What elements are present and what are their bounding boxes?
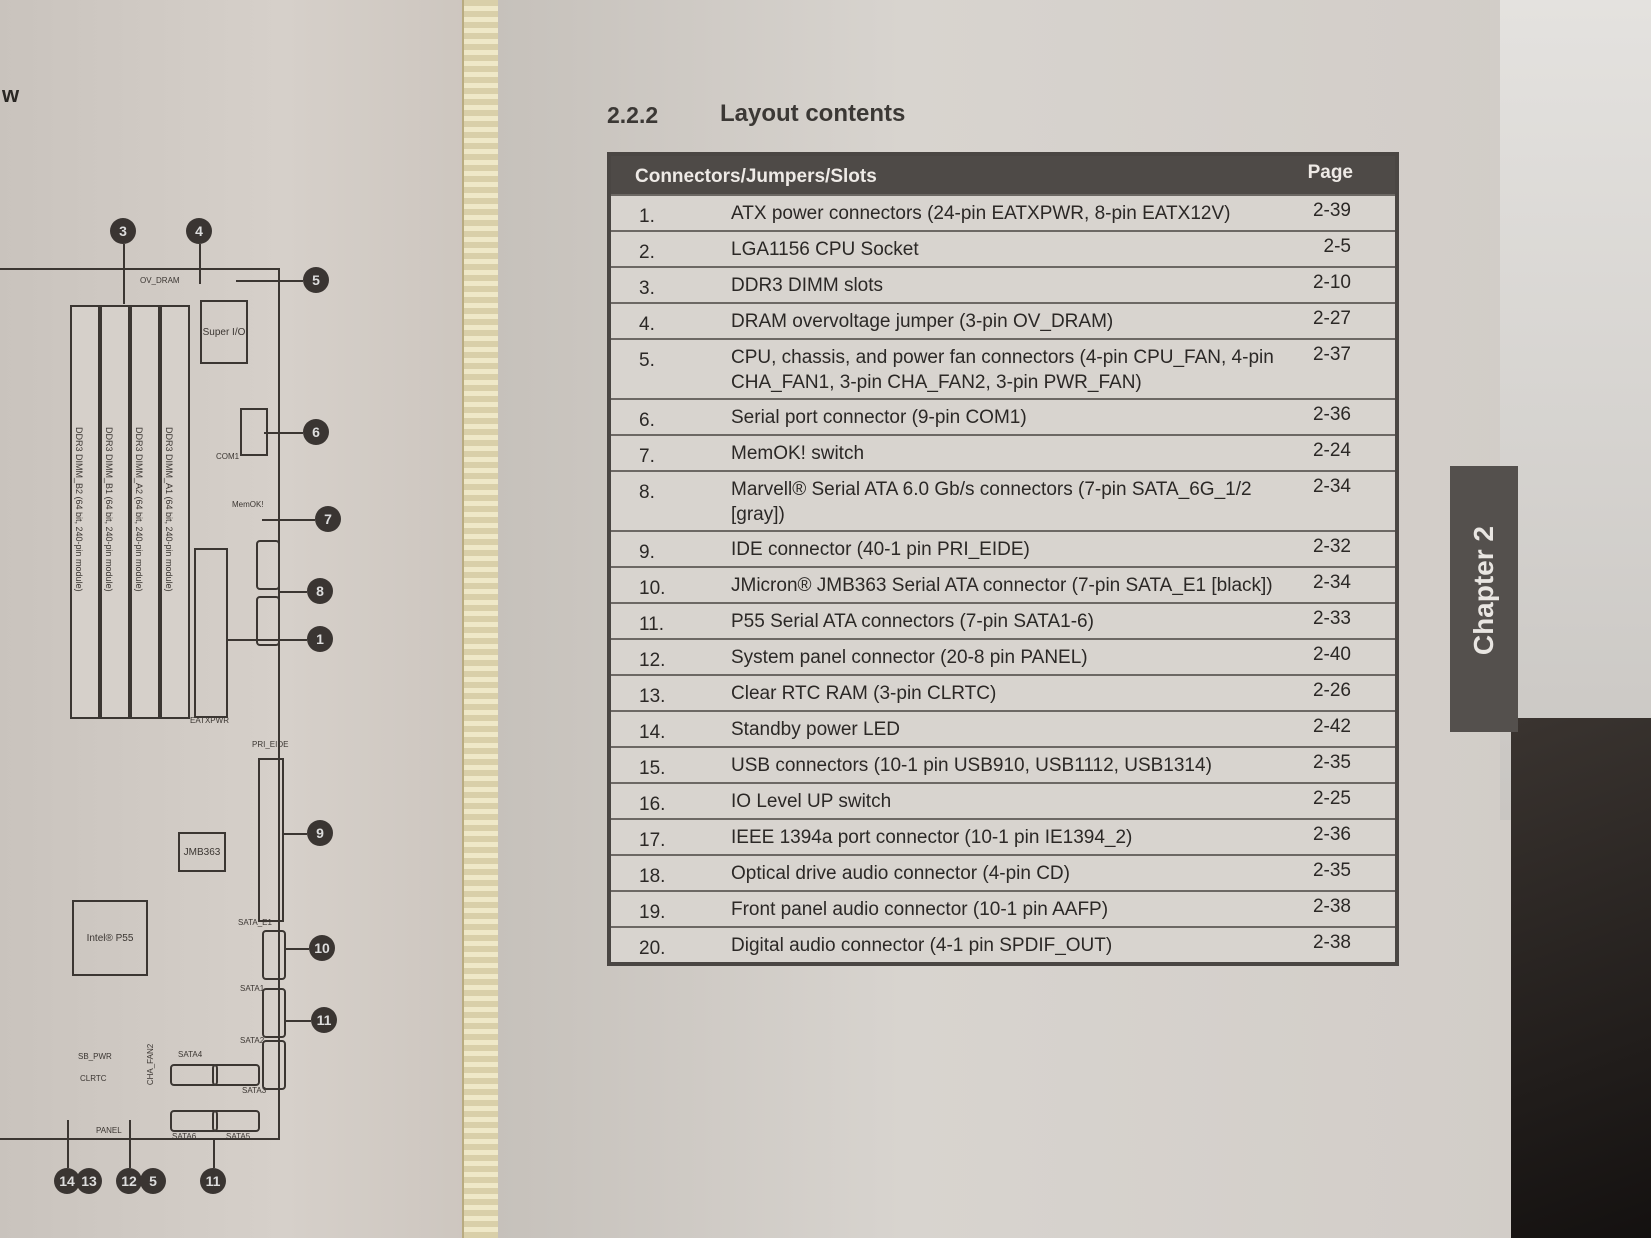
row-description: DRAM overvoltage jumper (3-pin OV_DRAM)	[731, 311, 1114, 332]
table-row	[611, 674, 1395, 710]
callout-marker: 4	[186, 218, 212, 244]
row-number: 12.	[639, 650, 666, 671]
table-row	[611, 434, 1395, 470]
table-row	[611, 746, 1395, 782]
table-row	[611, 266, 1395, 302]
table-row	[611, 602, 1395, 638]
header-item: Connectors/Jumpers/Slots	[635, 166, 877, 187]
callout-marker: 7	[315, 506, 341, 532]
dimm-slot: DDR3 DIMM_A2 (64 bit, 240-pin module)	[130, 305, 160, 719]
row-number: 17.	[639, 830, 666, 851]
row-description: Standby power LED	[731, 719, 900, 740]
row-description: USB connectors (10-1 pin USB910, USB1112, USB1314)	[731, 755, 1212, 776]
row-page: 2-34	[1312, 572, 1351, 593]
row-description: Front panel audio connector (10-1 pin AAFP)	[731, 899, 1109, 920]
row-description: IO Level UP switch	[731, 791, 892, 812]
table-row	[611, 338, 1395, 398]
row-page: 2-38	[1312, 932, 1351, 953]
row-description: Marvell® Serial ATA 6.0 Gb/s connectors (7-pin SATA_6G_1/2 [gray])	[731, 479, 1252, 525]
table-row	[611, 710, 1395, 746]
callout-marker: 14	[54, 1168, 80, 1194]
chapter-tab: Chapter 2	[1450, 466, 1518, 732]
callout-marker: 11	[311, 1007, 337, 1033]
row-page: 2-39	[1312, 200, 1351, 221]
row-description: MemOK! switch	[731, 443, 865, 464]
row-description: System panel connector (20-8 pin PANEL)	[731, 647, 1088, 668]
sata4-port	[170, 1064, 218, 1086]
table-row	[611, 638, 1395, 674]
row-number: 11.	[639, 614, 665, 635]
dark-background	[1511, 718, 1651, 1238]
row-page: 2-5	[1323, 236, 1351, 257]
intel-p55-chip: Intel® P55	[72, 900, 148, 976]
table-row	[611, 530, 1395, 566]
sata3-port	[212, 1064, 260, 1086]
row-description: Digital audio connector (4-1 pin SPDIF_OUT)	[731, 935, 1113, 956]
table-row	[611, 302, 1395, 338]
row-description: Clear RTC RAM (3-pin CLRTC)	[731, 683, 997, 704]
row-description: Optical drive audio connector (4-pin CD)	[731, 863, 1070, 884]
row-number: 2.	[639, 242, 655, 263]
row-page: 2-37	[1312, 344, 1351, 365]
callout-marker: 3	[110, 218, 136, 244]
sata5-port	[212, 1110, 260, 1132]
table-row	[611, 398, 1395, 434]
callout-marker: 5	[140, 1168, 166, 1194]
row-description: Serial port connector (9-pin COM1)	[731, 407, 1027, 428]
layout-contents-table	[607, 152, 1399, 966]
sata2-port	[262, 1040, 286, 1090]
sata-6g-port	[256, 540, 280, 590]
left-page: w DDR3 DIMM_B2 (64 bit, 240-pin module) DDR3 DIMM_B1 (64 bit, 240-pin module) DDR3 DIMM_A2 (64 bit, 240-pin module) DDR3 DIMM_A1 (64 bit, 240-pin module) Super I/O COM1 OV_DRAM EATXPWR MemOK! PRI_EIDE JMB363 Intel® P55 SATA_E1 SATA1 SATA2 SATA3 SATA4 SATA5 SATA6 SB_PWR CLRTC PANEL CHA_FAN2 3 4 5 6 7 8 1 9 10 11 14 13 12 5 11	[0, 0, 470, 1238]
row-description: IEEE 1394a port connector (10-1 pin IE1394_2)	[731, 827, 1133, 848]
callout-marker: 9	[307, 820, 333, 846]
table-row	[611, 470, 1395, 530]
super-io-chip: Super I/O	[200, 300, 248, 364]
row-description: ATX power connectors (24-pin EATXPWR, 8-pin EATX12V)	[731, 203, 1231, 224]
row-description: IDE connector (40-1 pin PRI_EIDE)	[731, 539, 1030, 560]
row-page: 2-26	[1312, 680, 1351, 701]
row-page: 2-38	[1312, 896, 1351, 917]
table-row	[611, 782, 1395, 818]
callout-marker: 8	[307, 578, 333, 604]
row-number: 4.	[639, 314, 655, 335]
section-number: 2.2.2	[607, 102, 659, 128]
row-number: 20.	[639, 938, 666, 959]
row-page: 2-34	[1312, 476, 1351, 497]
dimm-slot: DDR3 DIMM_B1 (64 bit, 240-pin module)	[100, 305, 130, 719]
row-page: 2-40	[1312, 644, 1351, 665]
callout-marker: 5	[303, 267, 329, 293]
row-page: 2-42	[1312, 716, 1351, 737]
section-title: Layout contents	[720, 100, 906, 127]
row-number: 5.	[639, 350, 655, 371]
table-row	[611, 926, 1395, 962]
sata1-port	[262, 988, 286, 1038]
callout-marker: 13	[76, 1168, 102, 1194]
row-page: 2-36	[1312, 824, 1351, 845]
table-row	[611, 854, 1395, 890]
row-description: P55 Serial ATA connectors (7-pin SATA1-6)	[731, 611, 1094, 632]
table-header	[611, 156, 1395, 194]
row-number: 9.	[639, 542, 655, 563]
jmb363-chip: JMB363	[178, 832, 226, 872]
row-description: JMicron® JMB363 Serial ATA connector (7-pin SATA_E1 [black])	[731, 575, 1273, 596]
background-sheet	[1500, 0, 1651, 820]
row-number: 19.	[639, 902, 666, 923]
dimm-slot: DDR3 DIMM_A1 (64 bit, 240-pin module)	[160, 305, 190, 719]
row-number: 6.	[639, 410, 655, 431]
row-page: 2-25	[1312, 788, 1351, 809]
dimm-slot: DDR3 DIMM_B2 (64 bit, 240-pin module)	[70, 305, 100, 719]
row-page: 2-27	[1312, 308, 1351, 329]
table-row	[611, 818, 1395, 854]
row-page: 2-35	[1312, 860, 1351, 881]
row-page: 2-24	[1312, 440, 1351, 461]
eatxpwr-connector	[194, 548, 228, 718]
row-page: 2-33	[1312, 608, 1351, 629]
row-number: 3.	[639, 278, 655, 299]
callout-marker: 12	[116, 1168, 142, 1194]
table-row	[611, 194, 1395, 230]
row-description: LGA1156 CPU Socket	[731, 239, 919, 260]
row-number: 16.	[639, 794, 666, 815]
pri-eide-connector	[258, 758, 284, 922]
row-number: 18.	[639, 866, 666, 887]
row-number: 7.	[639, 446, 655, 467]
row-number: 13.	[639, 686, 666, 707]
callout-marker: 10	[309, 935, 335, 961]
partial-heading: w	[2, 82, 20, 107]
row-description: DDR3 DIMM slots	[731, 275, 884, 296]
sata6-port	[170, 1110, 218, 1132]
callout-marker: 11	[200, 1168, 226, 1194]
table-row	[611, 566, 1395, 602]
header-page: Page	[1307, 162, 1353, 183]
table-row	[611, 890, 1395, 926]
row-page: 2-36	[1312, 404, 1351, 425]
row-number: 15.	[639, 758, 666, 779]
row-number: 14.	[639, 722, 666, 743]
row-description: CPU, chassis, and power fan connectors (4-pin CPU_FAN, 4-pin CHA_FAN1, 3-pin CHA_FAN2, 3-pin PWR_FAN)	[731, 347, 1274, 393]
row-number: 8.	[639, 482, 655, 503]
row-number: 1.	[639, 206, 655, 227]
table-row	[611, 230, 1395, 266]
row-page: 2-10	[1312, 272, 1351, 293]
row-page: 2-32	[1312, 536, 1351, 557]
callout-marker: 1	[307, 626, 333, 652]
callout-marker: 6	[303, 419, 329, 445]
book-spine	[462, 0, 502, 1238]
row-number: 10.	[639, 578, 666, 599]
sata-e1-port	[262, 930, 286, 980]
row-page: 2-35	[1312, 752, 1351, 773]
